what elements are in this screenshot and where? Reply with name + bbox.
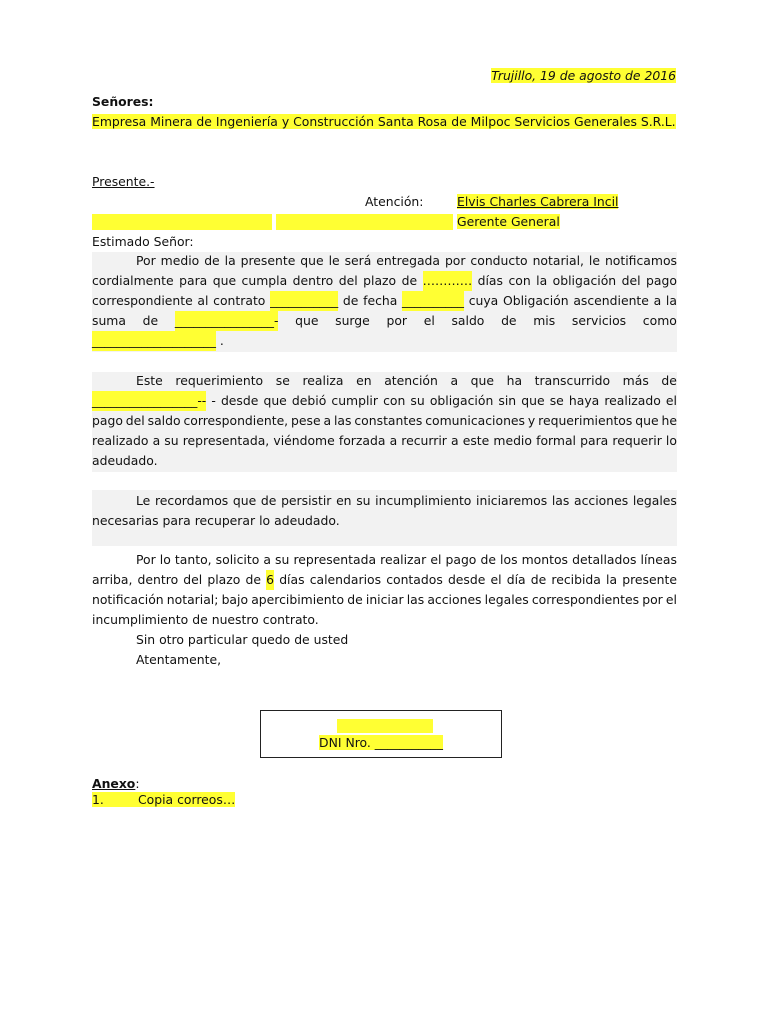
word: necesarias (92, 513, 159, 528)
paragraph-line (92, 331, 677, 351)
word: recuperar (194, 513, 256, 528)
word: Por (136, 552, 156, 567)
word: solicito (215, 552, 260, 567)
word: adeudado. (92, 453, 158, 468)
word: día (506, 572, 526, 587)
word: recordamos (154, 493, 229, 508)
word: que (263, 393, 287, 408)
signature-box (260, 710, 502, 758)
word: para (162, 513, 191, 528)
word: __________ (402, 291, 464, 311)
word: pago (92, 413, 123, 428)
word: de (342, 293, 359, 308)
paragraph-line (92, 411, 677, 431)
word: pago (445, 552, 477, 567)
word: que (300, 253, 324, 268)
annex-item-number: 1. (92, 792, 104, 807)
word: y (527, 413, 536, 428)
word: nuestro (211, 612, 259, 627)
word: realizado (92, 433, 149, 448)
word: notarial; (166, 592, 219, 607)
word: realiza (302, 373, 344, 388)
word: de (480, 552, 496, 567)
word: iniciaremos (476, 493, 548, 508)
word: bajo (221, 592, 249, 607)
salutation: Estimado Señor: (92, 234, 194, 249)
word: Obligación (502, 293, 569, 308)
word: este (462, 433, 490, 448)
paragraph-line (92, 371, 677, 391)
word: legales (632, 493, 677, 508)
company-name: Empresa Minera de Ingeniería y Construcción Santa Rosa de Milpoc Servicios Generales S.R.L. (92, 114, 676, 129)
annex-item (92, 792, 235, 807)
word: en (356, 373, 372, 388)
word: los (500, 552, 518, 567)
word: la (224, 253, 236, 268)
word: debió (291, 393, 327, 408)
word: saldo (147, 413, 181, 428)
word: cumpla (241, 273, 288, 288)
annex-title: Anexo (92, 776, 136, 791)
word: ………… (423, 271, 473, 291)
word: de (142, 313, 159, 328)
paragraph-line (92, 570, 677, 590)
word: su (356, 493, 371, 508)
word: realizado (604, 393, 661, 408)
word: como (642, 313, 677, 328)
dni-label: DNI Nro. ___________ (319, 735, 443, 750)
word: ha (506, 373, 523, 388)
word: dentro (292, 273, 334, 288)
word: viéndome (273, 433, 335, 448)
word: medio (160, 253, 200, 268)
word: pago (646, 273, 677, 288)
paragraph-line (92, 491, 677, 511)
word: cuya (468, 293, 499, 308)
word: medio (493, 433, 532, 448)
word: Le (136, 493, 151, 508)
highlight-blank-1 (92, 214, 272, 230)
word: días (477, 273, 503, 288)
paragraph-3 (92, 491, 677, 531)
word: transcurrido (534, 373, 611, 388)
word: pese (291, 413, 321, 428)
word: de (245, 572, 262, 587)
word: el (430, 552, 442, 567)
annex-item-text: Copia correos… (138, 792, 236, 807)
word: desde (447, 572, 486, 587)
word: iniciar (365, 592, 404, 607)
word: requerir (612, 433, 662, 448)
word: por (444, 253, 466, 268)
word: en (336, 493, 352, 508)
word: las (333, 413, 352, 428)
word: se (275, 373, 290, 388)
word: _________________-- (92, 391, 206, 411)
word: correspondiente (92, 293, 193, 308)
word: formal (536, 433, 577, 448)
word: arriba, (92, 572, 133, 587)
attention-label: Atención: (365, 194, 424, 209)
word: a (451, 433, 459, 448)
word: ascendiente (573, 293, 649, 308)
word: las (551, 493, 570, 508)
word: plazo (207, 572, 241, 587)
word: de (192, 612, 208, 627)
word: cordialmente (92, 273, 174, 288)
word: mis (533, 313, 556, 328)
word: lo (259, 513, 271, 528)
word: Por (136, 253, 156, 268)
word: dentro (137, 572, 179, 587)
word: apercibimiento (251, 592, 345, 607)
word: ___________ (270, 291, 338, 311)
word: de (501, 313, 517, 328)
word: adeudado. (274, 513, 340, 528)
word: surge (335, 313, 370, 328)
greeting: Señores: (92, 94, 154, 109)
word: legales (484, 592, 529, 607)
word: correspondientes (531, 592, 640, 607)
word: recurrir (401, 433, 447, 448)
signature-line (337, 719, 433, 733)
paragraph-1 (92, 251, 677, 351)
word: ________________- (175, 311, 279, 331)
attention-role: Gerente General (457, 214, 560, 229)
word: fecha (363, 293, 398, 308)
paragraph-line (92, 550, 677, 570)
word: representada, (182, 433, 270, 448)
word: a (450, 373, 459, 388)
word: del (621, 273, 641, 288)
word: conducto (470, 253, 528, 268)
word: notificación (92, 592, 164, 607)
word: requerimientos (538, 413, 633, 428)
word: de (530, 572, 547, 587)
word: saldo (451, 313, 485, 328)
word: le (328, 253, 340, 268)
word: la (536, 273, 548, 288)
word: que (521, 393, 545, 408)
word: realizar (380, 552, 427, 567)
word: detallados (572, 552, 637, 567)
word: notarial, (532, 253, 584, 268)
paragraph-2 (92, 371, 677, 471)
word: lo (159, 552, 171, 567)
word: calendarios (309, 572, 382, 587)
word: contrato. (262, 612, 319, 627)
dni-field (261, 735, 501, 750)
word: con (508, 273, 531, 288)
attention-name: Elvis Charles Cabrera Incil (457, 194, 619, 209)
word: representada (293, 552, 377, 567)
paragraph-line (92, 431, 677, 451)
word: de (347, 592, 363, 607)
word: que (470, 373, 494, 388)
letter-date: Trujillo, 19 de agosto de 2016 (491, 68, 676, 83)
word: obligación (429, 393, 494, 408)
word: días (279, 572, 305, 587)
word: persistir (281, 493, 332, 508)
word: montos (521, 552, 569, 567)
paragraph-line (92, 271, 677, 291)
word: . (219, 333, 224, 348)
word: contados (386, 572, 443, 587)
highlight-blank-2 (276, 214, 453, 230)
annex-heading (92, 776, 140, 791)
word: atención (384, 373, 438, 388)
paragraph-line (92, 590, 677, 610)
paragraph-line (92, 451, 677, 471)
word: más (622, 373, 649, 388)
word: será (344, 253, 372, 268)
paragraph-line (92, 391, 677, 411)
paragraph-line (92, 251, 677, 271)
word: correspondiente, (183, 413, 289, 428)
word: a (389, 433, 398, 448)
word: ____________________ (92, 331, 216, 351)
word: al (197, 293, 209, 308)
word: con (383, 393, 406, 408)
word: la (606, 572, 618, 587)
word: el (490, 572, 502, 587)
word: el (665, 592, 677, 607)
word: la (665, 293, 677, 308)
word: que (295, 313, 319, 328)
word: presente (622, 572, 677, 587)
word: acciones (574, 493, 629, 508)
word: que (212, 273, 237, 288)
presente-label: Presente.- (92, 174, 155, 189)
word: suma (92, 313, 126, 328)
closing-line-2: Atentamente, (136, 652, 222, 667)
paragraph-line (92, 291, 677, 311)
word: de (204, 253, 220, 268)
word: constantes (354, 413, 423, 428)
word: las (406, 592, 425, 607)
word: forzada (338, 433, 386, 448)
word: de (260, 493, 277, 508)
word: sin (498, 393, 517, 408)
word: por (386, 313, 408, 328)
word: el (423, 313, 435, 328)
word: - (211, 393, 216, 408)
word: se (549, 393, 564, 408)
word: tanto, (174, 552, 212, 567)
word: presente (240, 253, 296, 268)
word: contrato (213, 293, 266, 308)
word: Este (136, 373, 163, 388)
word: plazo (363, 273, 397, 288)
word: que (232, 493, 257, 508)
word: haya (568, 393, 600, 408)
word: requerimiento (175, 373, 264, 388)
word: del (338, 273, 358, 288)
word: he (661, 413, 677, 428)
word: a (323, 413, 332, 428)
word: por (642, 592, 663, 607)
word: a (152, 433, 161, 448)
word: su (164, 433, 179, 448)
paragraph-4 (92, 550, 677, 630)
word: del (183, 572, 203, 587)
word: de (401, 273, 418, 288)
word: comunicaciones (425, 413, 526, 428)
word: acciones (427, 592, 482, 607)
word: recibida (551, 572, 601, 587)
word: del (125, 413, 145, 428)
word: cumplir (331, 393, 378, 408)
paragraph-line (92, 311, 677, 331)
word: desde (220, 393, 259, 408)
paragraph-line (92, 511, 677, 531)
word: para (580, 433, 609, 448)
word: que (635, 413, 659, 428)
closing-line-1: Sin otro particular quedo de usted (136, 632, 349, 647)
word: entregada (376, 253, 440, 268)
word: su (275, 552, 290, 567)
word: incumplimiento (375, 493, 472, 508)
word: incumplimiento (92, 612, 189, 627)
word: obligación (552, 273, 617, 288)
word: su (410, 393, 425, 408)
word: servicios (571, 313, 627, 328)
word: de (661, 373, 677, 388)
word: para (179, 273, 208, 288)
word: le (588, 253, 600, 268)
word: líneas (640, 552, 677, 567)
paragraph-line (92, 610, 677, 630)
word: notificamos (604, 253, 677, 268)
word: a (263, 552, 271, 567)
word: lo (665, 433, 677, 448)
word: el (665, 393, 677, 408)
word: a (653, 293, 662, 308)
annex-colon: : (135, 776, 140, 791)
word: 6 (266, 570, 274, 590)
